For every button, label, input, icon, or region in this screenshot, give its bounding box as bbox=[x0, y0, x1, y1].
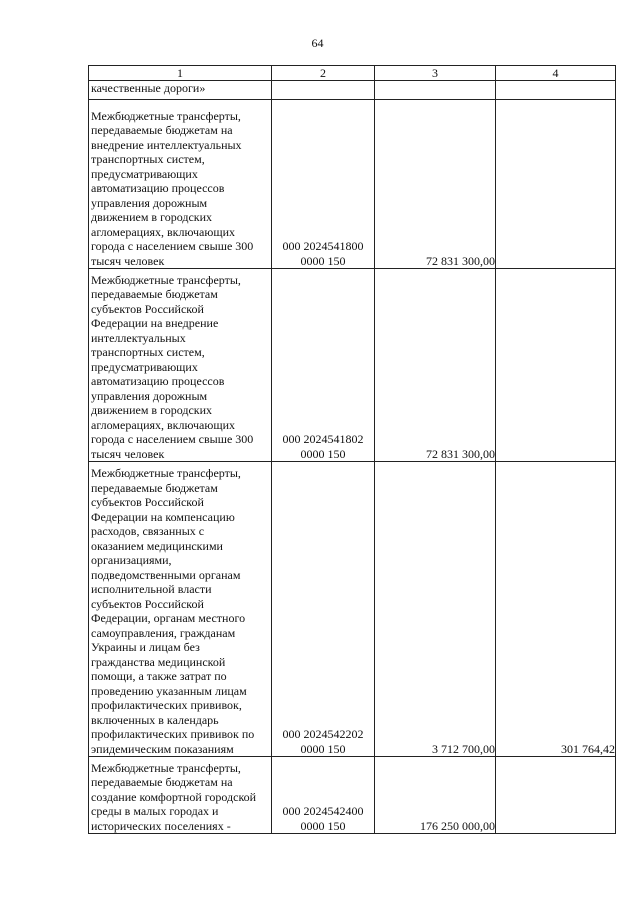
header-col-2: 2 bbox=[272, 66, 375, 81]
row-amount: 3 712 700,00 bbox=[432, 741, 495, 756]
continuation-row bbox=[89, 81, 616, 100]
row-description: Межбюджетные трансферты, передаваемые бюджетам на создание комфортной городской среды в малых городах и исторических поселениях - bbox=[91, 760, 257, 833]
table-row bbox=[89, 757, 616, 834]
row-amount: 72 831 300,00 bbox=[426, 446, 495, 461]
row-description: Межбюджетные трансферты, передаваемые бюджетам субъектов Российской Федерации на внедрение интеллектуальных транспортных систем, предусматривающих автоматизацию процессов управления дорожным движением в городских агломерациях, включающих города с населением свыше 300 тысяч человек bbox=[91, 272, 254, 461]
page-number: 64 bbox=[311, 36, 324, 50]
header-col-1: 1 bbox=[89, 66, 272, 81]
budget-table bbox=[88, 65, 616, 834]
row-amount: 72 831 300,00 bbox=[426, 253, 495, 268]
row-code: 000 2024541802 0000 150 bbox=[282, 432, 364, 461]
row-description: Межбюджетные трансферты, передаваемые бюджетам на внедрение интеллектуальных транспортных систем, предусматривающих автоматизацию процессов управления дорожным движением в городских агломерациях, включающих города с населением свыше 300 тысяч человек bbox=[91, 108, 254, 268]
row-code: 000 2024542202 0000 150 bbox=[282, 727, 364, 756]
row-amount: 176 250 000,00 bbox=[420, 818, 495, 833]
row-code: 000 2024542400 0000 150 bbox=[282, 804, 364, 833]
table-row bbox=[89, 100, 616, 269]
header-row bbox=[89, 66, 616, 81]
header-col-3: 3 bbox=[375, 66, 496, 81]
table-row bbox=[89, 462, 616, 757]
row-extra: 301 764,42 bbox=[561, 741, 615, 756]
row-code: 000 2024541800 0000 150 bbox=[282, 239, 364, 268]
row-description: Межбюджетные трансферты, передаваемые бюджетам субъектов Российской Федерации на компенсацию расходов, связанных с оказанием медицинскими организациями, подведомственными органам исполнительной власти субъектов Российской Федерации, органам местного самоуправления, гражданам Украины и лицам без гражданства медицинской помощи, а также затрат по проведению указанным лицам профилактических прививок, включенных в календарь профилактических прививок по эпидемическим показаниям bbox=[91, 466, 255, 756]
table-row bbox=[89, 269, 616, 462]
header-col-4: 4 bbox=[496, 66, 616, 81]
continuation-text: качественные дороги» bbox=[89, 81, 272, 100]
